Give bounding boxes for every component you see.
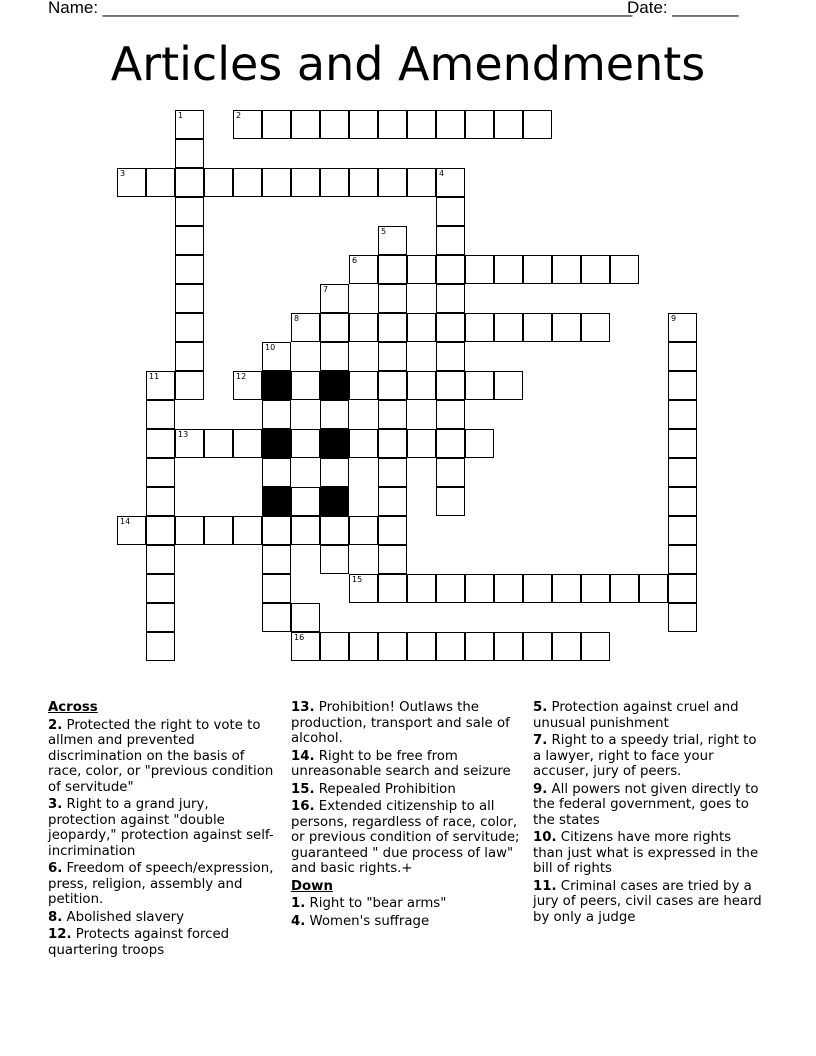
grid-cell[interactable] <box>291 603 320 632</box>
clue-item-number: 9. <box>533 781 548 797</box>
clue-item <box>533 782 763 829</box>
grid-cell[interactable] <box>668 342 697 371</box>
clue-item-text: Protected the right to vote to allmen and prevented discrimination on the basis of race, color, or "previous condition of servitude" <box>48 717 274 795</box>
grid-cell[interactable] <box>494 110 523 139</box>
clue-item-number: 15. <box>291 781 315 797</box>
grid-cell[interactable] <box>668 313 697 342</box>
grid-cell[interactable] <box>378 545 407 574</box>
grid-cell[interactable] <box>465 632 494 661</box>
clue-item-text: Right to be free from unreasonable search and seizure <box>291 748 511 779</box>
grid-block-cell <box>320 371 349 400</box>
clue-item-text: Right to a grand jury, protection against "double jeopardy," protection against self-incrimination <box>48 797 274 859</box>
down-clue-list-continued <box>533 700 763 925</box>
grid-block-cell <box>320 429 349 458</box>
grid-cell[interactable] <box>262 603 291 632</box>
grid-cell[interactable] <box>378 574 407 603</box>
grid-cell[interactable] <box>465 313 494 342</box>
grid-cell[interactable] <box>349 516 378 545</box>
clue-item <box>291 700 527 747</box>
grid-cell[interactable] <box>407 371 436 400</box>
clue-number: 2 <box>236 111 242 120</box>
clue-item <box>533 700 763 731</box>
clue-number: 5 <box>381 227 387 236</box>
clue-item-number: 12. <box>48 927 72 942</box>
grid-cell[interactable] <box>320 313 349 342</box>
grid-cell[interactable] <box>175 197 204 226</box>
clue-item-text: All powers not given directly to the federal government, goes to the states <box>533 781 759 828</box>
grid-cell[interactable] <box>146 487 175 516</box>
grid-cell[interactable] <box>378 284 407 313</box>
grid-cell[interactable] <box>436 110 465 139</box>
grid-cell[interactable] <box>349 313 378 342</box>
grid-cell[interactable] <box>175 255 204 284</box>
clue-item <box>533 733 763 780</box>
grid-cell[interactable] <box>436 429 465 458</box>
clue-number: 7 <box>323 285 329 294</box>
clue-item-text: Abolished slavery <box>62 909 184 925</box>
grid-cell[interactable] <box>262 168 291 197</box>
grid-cell[interactable] <box>552 632 581 661</box>
clue-item-number: 13. <box>291 700 315 715</box>
grid-cell[interactable] <box>291 487 320 516</box>
clue-item-text: Freedom of speech/expression, press, religion, assembly and petition. <box>48 861 274 907</box>
grid-cell[interactable] <box>320 284 349 313</box>
down-heading: Down <box>291 878 333 894</box>
grid-cell[interactable] <box>378 487 407 516</box>
grid-cell[interactable] <box>175 110 204 139</box>
grid-cell[interactable] <box>668 458 697 487</box>
clue-number: 16 <box>294 633 305 642</box>
grid-cell[interactable] <box>146 545 175 574</box>
clue-item-number: 3. <box>48 797 63 812</box>
grid-cell[interactable] <box>668 603 697 632</box>
grid-cell[interactable] <box>668 545 697 574</box>
clue-item-text: Citizens have more rights than just what is expressed in the bill of rights <box>533 830 759 876</box>
grid-cell[interactable] <box>175 226 204 255</box>
clue-item-text: Right to "bear arms" <box>305 896 447 911</box>
grid-cell[interactable] <box>494 574 523 603</box>
clue-item-number: 1. <box>291 896 306 911</box>
across-clue-list-continued <box>291 700 527 877</box>
clue-item-number: 14. <box>291 748 315 764</box>
grid-cell[interactable] <box>378 632 407 661</box>
grid-cell[interactable] <box>407 110 436 139</box>
grid-cell[interactable] <box>262 516 291 545</box>
grid-cell[interactable] <box>204 429 233 458</box>
grid-block-cell <box>262 487 291 516</box>
clue-number: 15 <box>352 575 363 584</box>
grid-cell[interactable] <box>465 574 494 603</box>
clue-item <box>291 799 527 877</box>
grid-cell[interactable] <box>407 429 436 458</box>
grid-cell[interactable] <box>146 574 175 603</box>
grid-cell[interactable] <box>291 110 320 139</box>
clue-number: 8 <box>294 314 300 323</box>
grid-cell[interactable] <box>407 255 436 284</box>
grid-cell[interactable] <box>523 313 552 342</box>
grid-cell[interactable] <box>668 516 697 545</box>
grid-cell[interactable] <box>378 313 407 342</box>
grid-cell[interactable] <box>465 110 494 139</box>
clue-item-text: Protection against cruel and unusual punishment <box>533 700 739 731</box>
grid-cell[interactable] <box>494 255 523 284</box>
clue-item-number: 8. <box>48 909 63 925</box>
grid-cell[interactable] <box>407 574 436 603</box>
grid-cell[interactable] <box>465 255 494 284</box>
clue-item-text: Protects against forced quartering troops <box>48 927 230 958</box>
grid-cell[interactable] <box>291 632 320 661</box>
grid-cell[interactable] <box>407 168 436 197</box>
clue-number: 1 <box>178 111 184 120</box>
grid-cell[interactable] <box>523 574 552 603</box>
grid-cell[interactable] <box>668 574 697 603</box>
grid-cell[interactable] <box>378 255 407 284</box>
grid-cell[interactable] <box>523 632 552 661</box>
grid-cell[interactable] <box>610 255 639 284</box>
grid-cell[interactable] <box>233 168 262 197</box>
grid-cell[interactable] <box>581 632 610 661</box>
grid-cell[interactable] <box>639 574 668 603</box>
grid-cell[interactable] <box>378 516 407 545</box>
clue-item <box>48 861 278 908</box>
grid-cell[interactable] <box>407 313 436 342</box>
clue-number: 14 <box>120 517 131 526</box>
grid-cell[interactable] <box>552 255 581 284</box>
grid-cell[interactable] <box>436 574 465 603</box>
grid-cell[interactable] <box>436 400 465 429</box>
grid-cell[interactable] <box>378 458 407 487</box>
clue-number: 13 <box>178 430 189 439</box>
clue-item <box>48 910 278 926</box>
grid-cell[interactable] <box>233 516 262 545</box>
grid-cell[interactable] <box>320 632 349 661</box>
grid-cell[interactable] <box>436 284 465 313</box>
clue-number: 9 <box>671 314 677 323</box>
grid-cell[interactable] <box>523 255 552 284</box>
clue-item <box>533 879 763 926</box>
grid-cell[interactable] <box>262 574 291 603</box>
grid-cell[interactable] <box>291 371 320 400</box>
grid-cell[interactable] <box>233 429 262 458</box>
name-field-label: Name: ________________________________________________________ <box>48 0 633 17</box>
grid-cell[interactable] <box>668 371 697 400</box>
grid-cell[interactable] <box>291 429 320 458</box>
clue-item-number: 5. <box>533 700 548 715</box>
date-field-label: Date: _______ <box>627 0 739 17</box>
page-title: Articles and Amendments <box>110 37 706 91</box>
clue-item <box>48 718 278 796</box>
grid-cell[interactable] <box>349 255 378 284</box>
grid-cell[interactable] <box>291 168 320 197</box>
grid-cell[interactable] <box>175 313 204 342</box>
clue-item-text: Extended citizenship to all persons, regardless of race, color, or previous condition of servitude; guaranteed " due process of law" and basic rights.+ <box>291 799 520 876</box>
grid-cell[interactable] <box>320 110 349 139</box>
clue-number: 4 <box>439 169 445 178</box>
grid-cell[interactable] <box>146 371 175 400</box>
clue-item-number: 16. <box>291 799 315 814</box>
grid-cell[interactable] <box>378 226 407 255</box>
grid-cell[interactable] <box>349 371 378 400</box>
grid-cell[interactable] <box>262 545 291 574</box>
grid-cell[interactable] <box>494 632 523 661</box>
grid-cell[interactable] <box>407 632 436 661</box>
clue-item <box>291 749 527 780</box>
clue-item-text: Women's suffrage <box>305 913 430 929</box>
grid-cell[interactable] <box>117 516 146 545</box>
grid-cell[interactable] <box>378 168 407 197</box>
grid-cell[interactable] <box>204 516 233 545</box>
grid-cell[interactable] <box>668 429 697 458</box>
grid-cell[interactable] <box>378 342 407 371</box>
grid-cell[interactable] <box>668 400 697 429</box>
grid-cell[interactable] <box>320 545 349 574</box>
grid-cell[interactable] <box>146 632 175 661</box>
grid-cell[interactable] <box>175 516 204 545</box>
across-clue-list <box>48 718 278 959</box>
grid-cell[interactable] <box>378 429 407 458</box>
grid-cell[interactable] <box>262 400 291 429</box>
grid-cell[interactable] <box>320 458 349 487</box>
grid-cell[interactable] <box>494 371 523 400</box>
clues-column-2 <box>291 700 527 931</box>
grid-cell[interactable] <box>610 574 639 603</box>
grid-cell[interactable] <box>175 139 204 168</box>
grid-cell[interactable] <box>349 429 378 458</box>
clues-column-3 <box>533 700 763 927</box>
clue-item-number: 4. <box>291 913 306 929</box>
grid-cell[interactable] <box>436 168 465 197</box>
clue-number: 3 <box>120 169 126 178</box>
clue-item <box>291 914 527 930</box>
clues-column-1 <box>48 700 278 960</box>
clue-number: 10 <box>265 343 276 352</box>
clue-item <box>48 927 278 958</box>
grid-cell[interactable] <box>436 487 465 516</box>
grid-cell[interactable] <box>436 313 465 342</box>
grid-cell[interactable] <box>320 516 349 545</box>
grid-cell[interactable] <box>552 574 581 603</box>
clue-item-text: Repealed Prohibition <box>314 781 456 797</box>
grid-cell[interactable] <box>581 574 610 603</box>
clue-number: 12 <box>236 372 247 381</box>
grid-cell[interactable] <box>175 342 204 371</box>
grid-cell[interactable] <box>378 110 407 139</box>
grid-cell[interactable] <box>146 458 175 487</box>
grid-cell[interactable] <box>320 342 349 371</box>
grid-cell[interactable] <box>378 400 407 429</box>
grid-cell[interactable] <box>349 110 378 139</box>
grid-cell[interactable] <box>233 110 262 139</box>
clue-item-number: 10. <box>533 830 557 845</box>
grid-cell[interactable] <box>436 226 465 255</box>
grid-block-cell <box>262 371 291 400</box>
clue-item-number: 2. <box>48 717 63 733</box>
grid-cell[interactable] <box>204 168 233 197</box>
clue-item-text: Criminal cases are tried by a jury of peers, civil cases are heard by only a judge <box>533 878 762 925</box>
grid-block-cell <box>320 487 349 516</box>
grid-cell[interactable] <box>668 487 697 516</box>
grid-cell[interactable] <box>117 168 146 197</box>
grid-block-cell <box>262 429 291 458</box>
grid-cell[interactable] <box>436 632 465 661</box>
grid-cell[interactable] <box>146 168 175 197</box>
grid-cell[interactable] <box>320 168 349 197</box>
grid-cell[interactable] <box>523 110 552 139</box>
grid-cell[interactable] <box>146 429 175 458</box>
grid-cell[interactable] <box>175 429 204 458</box>
clue-item <box>533 830 763 877</box>
grid-cell[interactable] <box>552 313 581 342</box>
grid-cell[interactable] <box>175 284 204 313</box>
grid-cell[interactable] <box>233 371 262 400</box>
grid-cell[interactable] <box>581 313 610 342</box>
down-clue-list <box>291 896 527 929</box>
grid-cell[interactable] <box>146 516 175 545</box>
clue-item <box>291 896 527 912</box>
grid-cell[interactable] <box>262 110 291 139</box>
clue-number: 6 <box>352 256 358 265</box>
clue-item-number: 11. <box>533 878 557 894</box>
clue-item <box>291 782 527 798</box>
grid-cell[interactable] <box>291 516 320 545</box>
clue-item <box>48 797 278 859</box>
grid-cell[interactable] <box>436 197 465 226</box>
grid-cell[interactable] <box>291 313 320 342</box>
grid-cell[interactable] <box>349 168 378 197</box>
grid-cell[interactable] <box>262 342 291 371</box>
grid-cell[interactable] <box>349 574 378 603</box>
grid-cell[interactable] <box>175 168 204 197</box>
clue-item-number: 6. <box>48 861 63 876</box>
grid-cell[interactable] <box>436 342 465 371</box>
grid-cell[interactable] <box>436 371 465 400</box>
clue-item-number: 7. <box>533 733 548 748</box>
grid-cell[interactable] <box>175 371 204 400</box>
grid-cell[interactable] <box>146 400 175 429</box>
grid-cell[interactable] <box>465 371 494 400</box>
grid-cell[interactable] <box>146 603 175 632</box>
grid-cell[interactable] <box>349 632 378 661</box>
across-heading: Across <box>48 700 98 715</box>
clue-item-text: Prohibition! Outlaws the production, transport and sale of alcohol. <box>291 700 510 746</box>
grid-cell[interactable] <box>581 255 610 284</box>
clue-item-text: Right to a speedy trial, right to a lawyer, right to face your accuser, jury of peers. <box>533 733 757 779</box>
grid-cell[interactable] <box>262 458 291 487</box>
grid-cell[interactable] <box>436 255 465 284</box>
grid-cell[interactable] <box>436 458 465 487</box>
grid-cell[interactable] <box>320 400 349 429</box>
grid-cell[interactable] <box>378 371 407 400</box>
grid-cell[interactable] <box>465 429 494 458</box>
clue-number: 11 <box>149 372 160 381</box>
grid-cell[interactable] <box>494 313 523 342</box>
